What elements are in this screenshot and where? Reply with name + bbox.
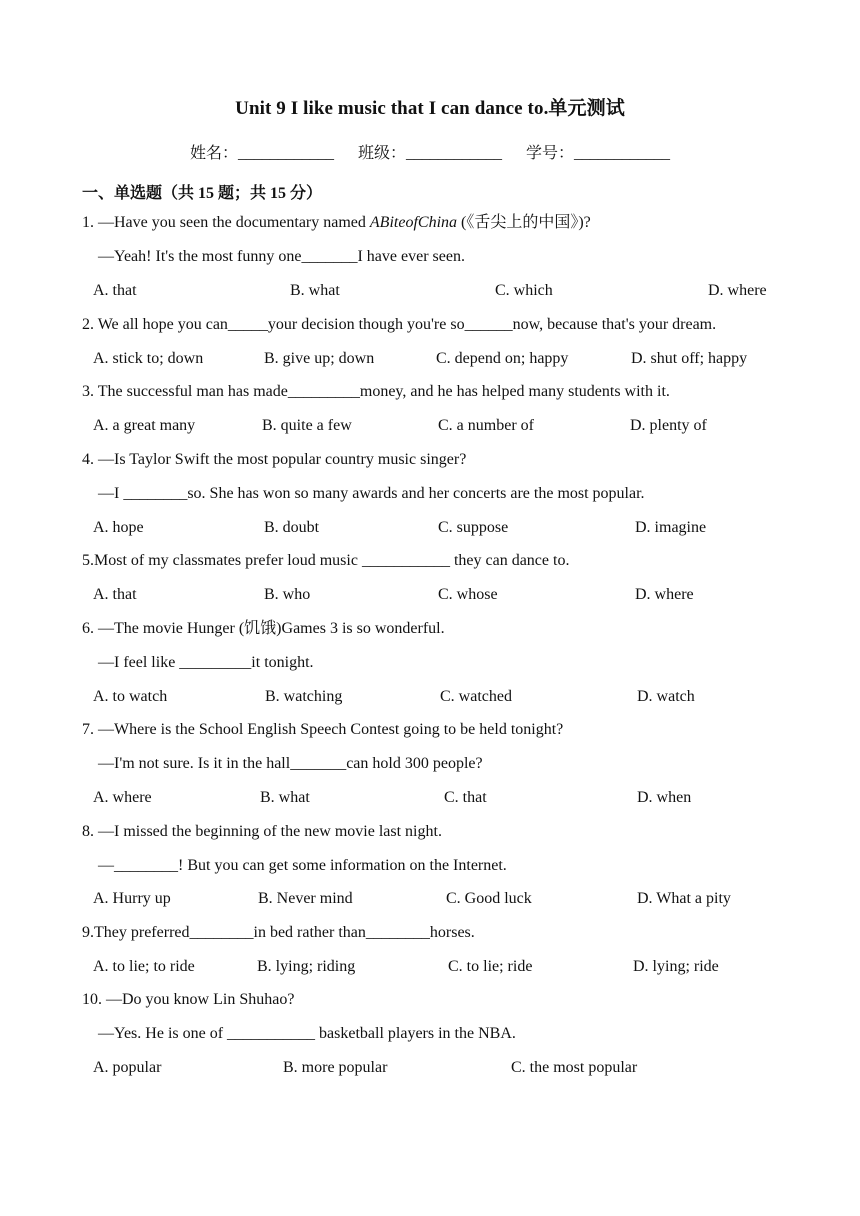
question-4-option-c: C. suppose xyxy=(438,519,509,536)
student-info-row xyxy=(0,140,860,163)
question-9-option-b: B. lying; riding xyxy=(257,958,356,975)
question-7-line-2: —I'm not sure. Is it in the hall_______can hold 300 people? xyxy=(98,755,483,772)
question-10-option-c: C. the most popular xyxy=(511,1059,638,1076)
question-3-option-c: C. a number of xyxy=(438,417,534,434)
question-4-line-1: 4. —Is Taylor Swift the most popular country music singer? xyxy=(82,451,467,468)
question-4-option-d: D. imagine xyxy=(635,519,707,536)
question-6-option-d: D. watch xyxy=(637,688,695,705)
question-7-option-b: B. what xyxy=(260,789,310,806)
question-8-line-2: —________! But you can get some information on the Internet. xyxy=(98,857,507,874)
question-6-option-b: B. watching xyxy=(265,688,343,705)
question-10-option-b: B. more popular xyxy=(283,1059,388,1076)
question-9-option-c: C. to lie; ride xyxy=(448,958,533,975)
question-10-line-1: 10. —Do you know Lin Shuhao? xyxy=(82,991,295,1008)
question-8-line-1: 8. —I missed the beginning of the new movie last night. xyxy=(82,823,442,840)
question-7-option-c: C. that xyxy=(444,789,487,806)
question-3-option-d: D. plenty of xyxy=(630,417,707,434)
question-6-option-c: C. watched xyxy=(440,688,512,705)
question-4-option-a: A. hope xyxy=(93,519,144,536)
question-8-option-c: C. Good luck xyxy=(446,890,532,907)
name-field: 姓名：____________ xyxy=(189,145,334,162)
question-5-option-d: D. where xyxy=(635,586,694,603)
question-8-option-b: B. Never mind xyxy=(258,890,353,907)
question-9-line-1: 9.They preferred________in bed rather than________horses. xyxy=(82,924,475,941)
document-title: Unit 9 I like music that I can dance to.单元测试 xyxy=(235,98,625,119)
question-2-option-c: C. depend on; happy xyxy=(436,350,569,367)
question-6-line-1: 6. —The movie Hunger (饥饿)Games 3 is so wonderful. xyxy=(82,620,445,637)
question-2-option-d: D. shut off; happy xyxy=(631,350,748,367)
question-5-option-a: A. that xyxy=(93,586,137,603)
question-8-option-d: D. What a pity xyxy=(637,890,731,907)
question-4-line-2: —I ________so. She has won so many awards and her concerts are the most popular. xyxy=(98,485,645,502)
question-6-option-a: A. to watch xyxy=(93,688,168,705)
question-2-option-b: B. give up; down xyxy=(264,350,375,367)
question-2-option-a: A. stick to; down xyxy=(93,350,204,367)
question-1-line-1: 1. —Have you seen the documentary named ABiteofChina (《舌尖上的中国》)? xyxy=(82,214,591,231)
question-3-option-a: A. a great many xyxy=(93,417,196,434)
question-7-option-a: A. where xyxy=(93,789,152,806)
question-1-option-d: D. where xyxy=(708,282,767,299)
question-5-line-1: 5.Most of my classmates prefer loud music ___________ they can dance to. xyxy=(82,552,570,569)
student-number-field: 学号：____________ xyxy=(526,145,671,162)
question-1-option-b: B. what xyxy=(290,282,340,299)
question-4-option-b: B. doubt xyxy=(264,519,320,536)
question-3-line-1: 3. The successful man has made_________money, and he has helped many students with it. xyxy=(82,383,670,400)
question-9-option-d: D. lying; ride xyxy=(633,958,719,975)
question-5-option-b: B. who xyxy=(264,586,311,603)
question-3-option-b: B. quite a few xyxy=(262,417,352,434)
question-5-option-c: C. whose xyxy=(438,586,498,603)
question-6-line-2: —I feel like _________it tonight. xyxy=(98,654,314,671)
section-title: 一、单选题（共 15 题；共 15 分） xyxy=(82,185,323,202)
question-1-option-c: C. which xyxy=(495,282,553,299)
question-7-option-d: D. when xyxy=(637,789,692,806)
question-10-option-a: A. popular xyxy=(93,1059,162,1076)
documentary-title: ABiteofChina xyxy=(369,214,458,231)
question-9-option-a: A. to lie; to ride xyxy=(93,958,195,975)
question-10-line-2: —Yes. He is one of ___________ basketball players in the NBA. xyxy=(98,1025,516,1042)
question-1-option-a: A. that xyxy=(93,282,137,299)
question-2-line-1: 2. We all hope you can_____your decision though you're so______now, because that's your dream. xyxy=(82,316,717,333)
question-1-line-2: —Yeah! It's the most funny one_______I have ever seen. xyxy=(98,248,465,265)
class-field: 班级：____________ xyxy=(357,145,502,162)
question-8-option-a: A. Hurry up xyxy=(93,890,171,907)
question-7-line-1: 7. —Where is the School English Speech Contest going to be held tonight? xyxy=(82,721,564,738)
